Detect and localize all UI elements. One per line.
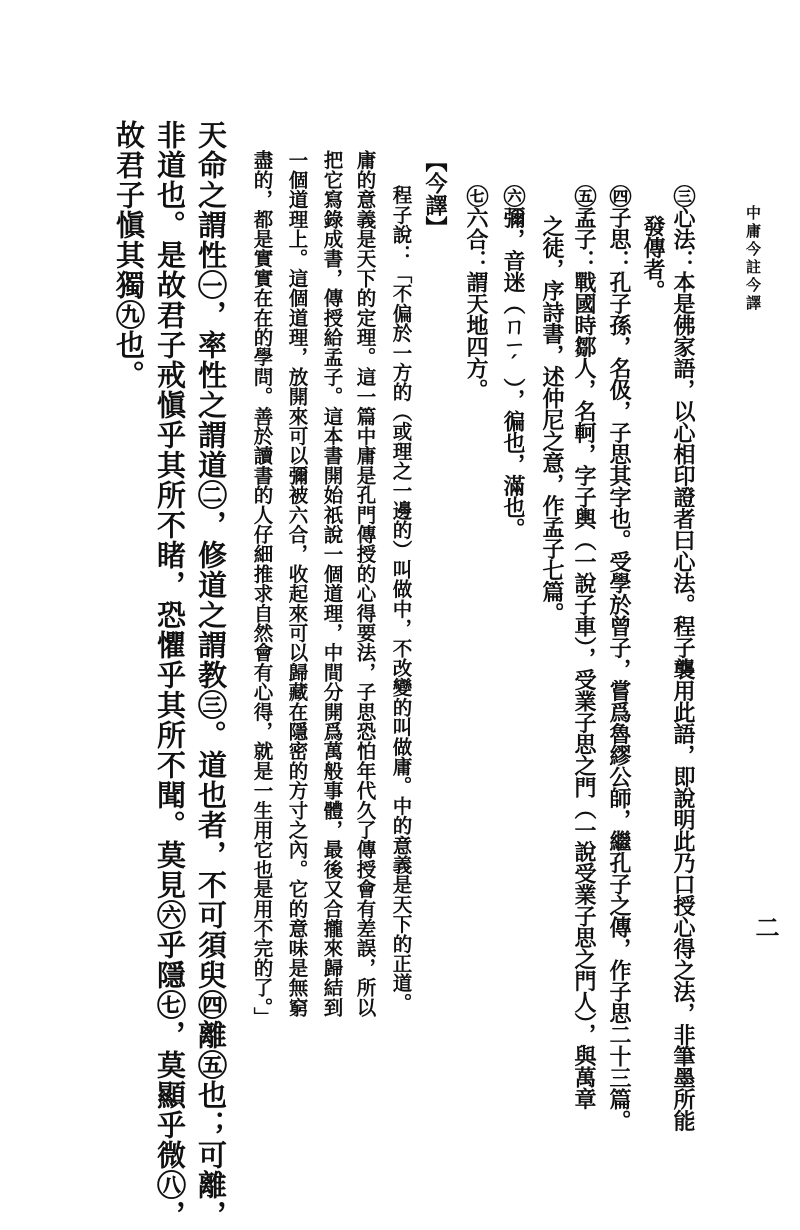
section-heading: 【今譯】 bbox=[422, 150, 448, 238]
note-line: ㊂心法：本是佛家語，以心相印證者曰心法。程子襲用此語，即說明此乃口授心得之法，非筆墨所能 bbox=[670, 185, 696, 1131]
note-line: ㊆六合：謂天地四方。 bbox=[463, 185, 489, 400]
note-line: 發傳者。 bbox=[640, 215, 666, 301]
translation-line: 程子說：「不偏於一方的（或理之一邊的）叫做中，不改變的叫做庸。中的意義是天下的正道。 bbox=[389, 185, 413, 1013]
note-line: ㊅彌，音迷（ㄇㄧˊ），徧也，滿也。 bbox=[500, 185, 526, 540]
translation-line: 庸的意義是天下的定理。這一篇中庸是孔門傳授的心得要法，子思恐怕年代久了傳授會有差誤，所以 bbox=[353, 150, 377, 1017]
note-line: ㊃子思：孔子孫，名伋，子思其字也。受學於曾子，嘗爲魯繆公師，繼孔子之傳，作子思二十三篇。 bbox=[606, 185, 632, 1131]
classic-text-line: 故君子愼其獨㊈也。 bbox=[112, 120, 146, 390]
translation-line: 一個道理上。這個道理，放開來可以彌被六合，收起來可以歸藏在隱密的方寸之內。它的意味是無窮 bbox=[285, 150, 309, 1017]
note-line: ㊄孟子：戰國時鄒人，名軻，字子輿（一說子車），受業子思之門（一說受業子思之門人），與萬章 bbox=[571, 185, 597, 1109]
page-number: 二 bbox=[751, 915, 780, 939]
note-line: 之徒，序詩書，述仲尼之意，作孟子七篇。 bbox=[539, 215, 565, 624]
classic-text-line: 天命之謂性㊀，率性之謂道㊁，修道之謂教㊂。道也者，不可須臾㊃離㊄也；可離， bbox=[194, 120, 228, 1230]
translation-line: 把它寫錄成書，傳授給孟子。這本書開始祇說一個道理，中間分開爲萬般事體，最後又合攏來歸結到 bbox=[320, 150, 344, 1017]
translation-line: 盡的，都是實實在在的學問。善於讀書的人仔細推求自然會有心得，就是一生用它也是用不完的了。」 bbox=[250, 150, 274, 1027]
classic-text-line: 非道也。是故君子戒愼乎其所不睹，恐懼乎其所不聞。莫見㊅乎隱㊆，莫顯乎微㊇， bbox=[153, 120, 187, 1230]
running-title: 中庸今註今譯 bbox=[744, 205, 762, 313]
